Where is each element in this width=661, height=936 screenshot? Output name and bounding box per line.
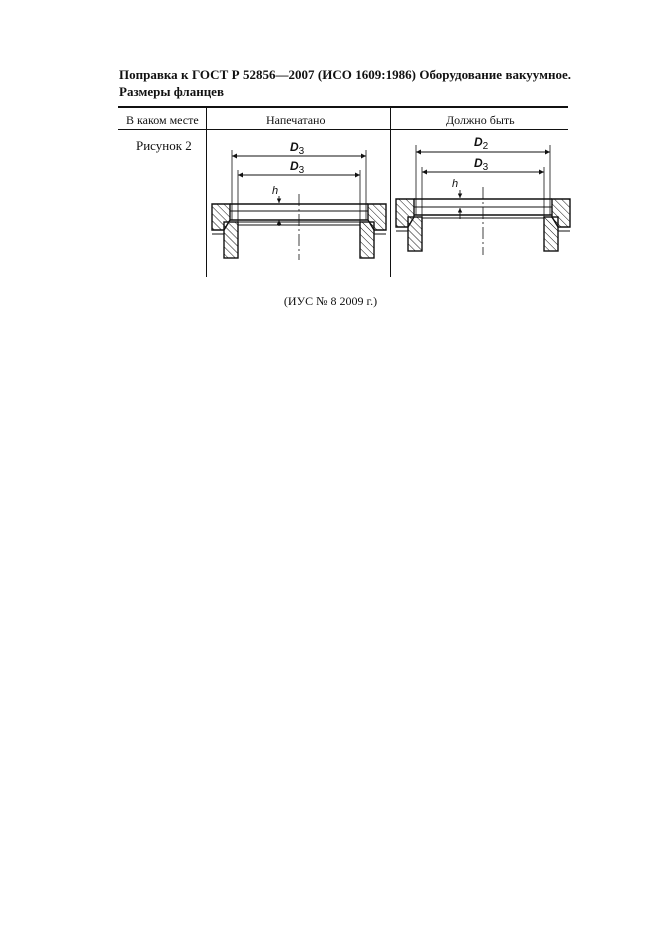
table-header-rule	[118, 129, 568, 130]
header-correct: Должно быть	[446, 113, 515, 127]
header-place: В каком месте	[126, 113, 199, 127]
header-printed: Напечатано	[266, 113, 326, 127]
height-label: h	[452, 178, 459, 190]
outer-dim-label: $D_2$	[474, 135, 489, 152]
inner-dim-label: $D_3$	[474, 156, 489, 173]
seal-left	[224, 222, 238, 258]
table-top-rule	[118, 106, 568, 108]
issue-reference: (ИУС № 8 2009 г.)	[283, 294, 378, 308]
column-divider-1	[206, 107, 207, 277]
inner-dim-label: $D_3$	[290, 159, 305, 176]
height-label: h	[272, 185, 279, 197]
seal-right	[544, 217, 558, 251]
column-divider-2	[390, 107, 391, 277]
row-place-label: Рисунок 2	[136, 138, 192, 153]
seal-right	[360, 222, 374, 258]
figure-correct	[394, 131, 572, 261]
figure-printed	[210, 134, 388, 264]
seal-left	[408, 217, 422, 251]
document-title: Поправка к ГОСТ Р 52856—2007 (ИСО 1609:1986) Оборудование вакуумное. Размеры фланцев	[119, 67, 571, 99]
outer-dim-label: $D_3$	[290, 140, 305, 157]
